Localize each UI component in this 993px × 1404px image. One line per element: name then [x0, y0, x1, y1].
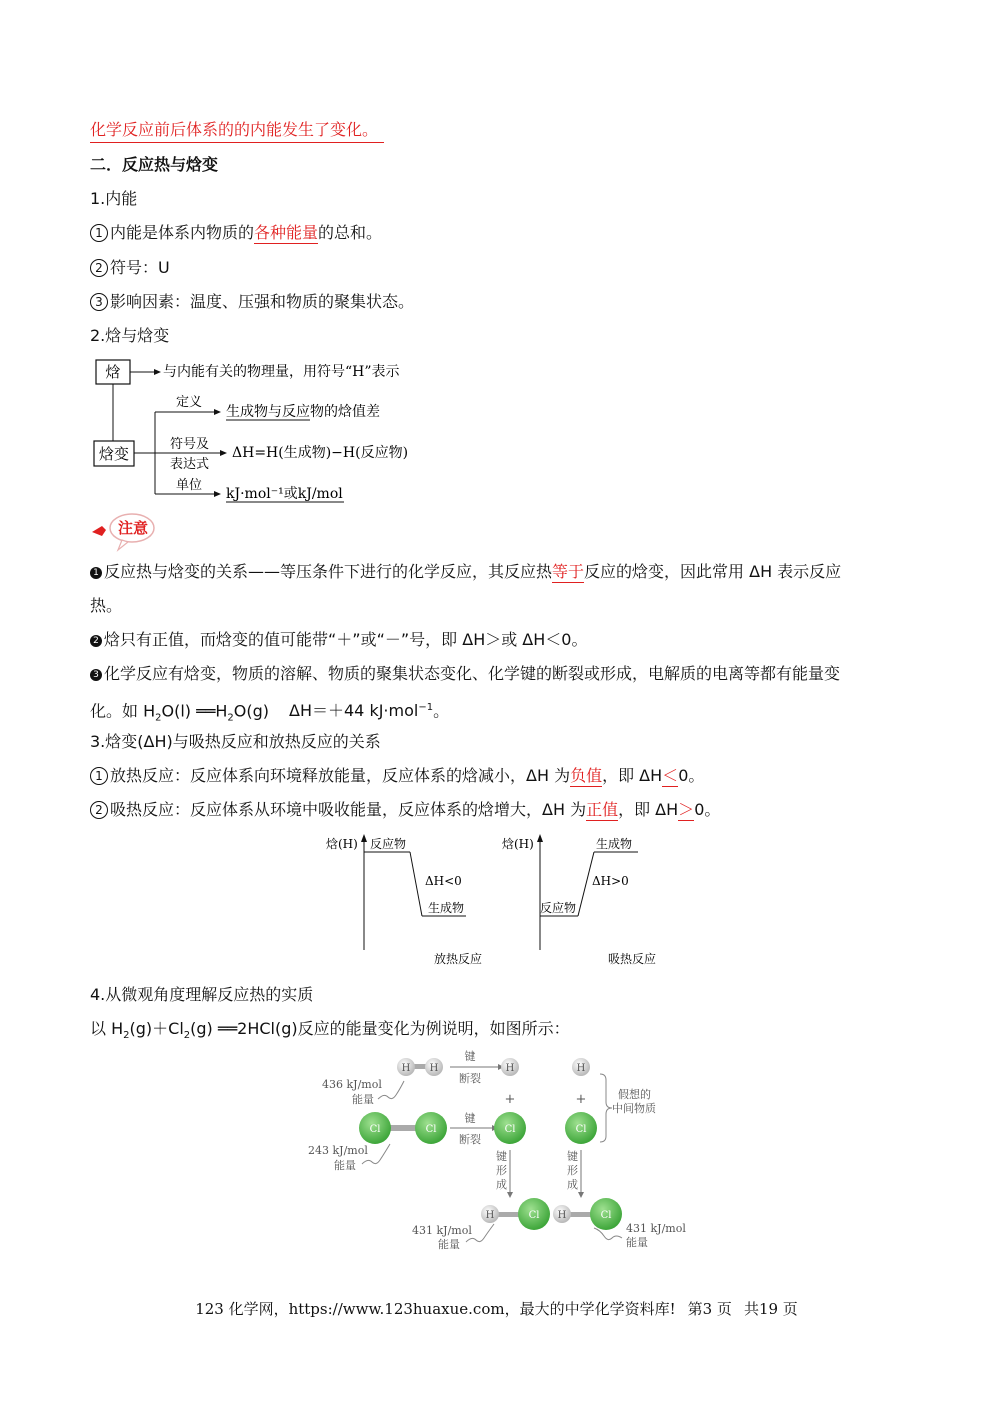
energy-clcl: 243 kJ/mol [308, 1144, 368, 1157]
note-3: 3 化学反应有焓变，物质的溶解、物质的聚集状态变化、化学键的断裂或形成，电解质的电离等都有能量变 [90, 662, 840, 686]
intro-line: 化学反应前后体系的的内能发生了变化。 [90, 118, 384, 143]
svg-text:成: 成 [567, 1178, 578, 1191]
enthalpy-concept-diagram [90, 356, 450, 504]
endothermic-diagram [501, 834, 656, 966]
circled-number: 3 [90, 293, 108, 311]
svg-text:H: H [429, 1063, 439, 1074]
delta-h-label: ΔH>0 [592, 874, 629, 888]
heading-enthalpy: 2.焓与焓变 [90, 326, 170, 345]
note-badge [88, 512, 158, 546]
note-1: 1 反应热与焓变的关系——等压条件下进行的化学反应，其反应热等于反应的焓变，因此常用 ΔH 表示反应 [90, 560, 841, 584]
energy-hcl-left: 431 kJ/mol [412, 1224, 472, 1237]
svg-text:形: 形 [567, 1164, 578, 1177]
products-label: 生成物 [596, 837, 633, 851]
svg-text:+: + [575, 1092, 587, 1107]
svg-text:能量: 能量 [334, 1159, 356, 1172]
svg-text:H: H [576, 1063, 586, 1074]
item-endothermic: 2 吸热反应：反应体系从环境中吸收能量，反应体系的焓增大，ΔH 为正值，即 ΔH＞0。 [90, 798, 720, 822]
answer-blank: ＜ [662, 766, 679, 785]
y-axis-label: 焓(H) [502, 837, 534, 851]
circled-number: 1 [90, 224, 108, 242]
svg-text:H: H [401, 1063, 411, 1074]
reactants-label: 反应物 [540, 901, 577, 915]
enthalpy-description: 与内能有关的物理量，用符号“H”表示 [163, 364, 400, 380]
caption-exothermic: 放热反应 [434, 952, 483, 966]
delta-h-label: ΔH<0 [425, 874, 462, 888]
energy-hcl-right: 431 kJ/mol [626, 1222, 686, 1235]
answer-blank: 等于 [552, 562, 585, 581]
answer-blank: ＞ [678, 800, 695, 819]
note-2: 2 焓只有正值，而焓变的值可能带“＋”或“－”号，即 ΔH＞或 ΔH＜0。 [90, 628, 587, 652]
svg-text:假想的: 假想的 [618, 1088, 651, 1101]
circled-number: 2 [90, 259, 108, 277]
svg-text:Cl: Cl [504, 1124, 516, 1135]
label-enthalpy-change: 焓变 [98, 445, 130, 463]
section-title: 二．反应热与焓变 [90, 155, 219, 174]
svg-text:Cl: Cl [600, 1210, 612, 1221]
svg-text:断裂: 断裂 [459, 1133, 481, 1146]
circled-number: 1 [90, 767, 108, 785]
answer-blank: 各种能量 [254, 223, 319, 242]
svg-text:Cl: Cl [425, 1124, 437, 1135]
bullet-2: 2 [90, 635, 102, 647]
svg-text:Cl: Cl [528, 1210, 540, 1221]
item-symbol: 2 符号：U [90, 256, 170, 280]
svg-text:键: 键 [464, 1112, 476, 1125]
svg-text:+: + [504, 1092, 516, 1107]
unit-text: kJ·mol⁻¹或kJ/mol [226, 486, 343, 502]
expression-text: ΔH=H(生成物)−H(反应物) [232, 445, 409, 461]
svg-text:H: H [485, 1210, 495, 1221]
products-label: 生成物 [428, 901, 465, 915]
label-definition: 定义 [176, 395, 203, 410]
label-symbol-1: 符号及 [170, 437, 210, 452]
pointing-hand-icon [92, 526, 106, 536]
svg-text:键: 键 [464, 1050, 476, 1063]
svg-text:Cl: Cl [575, 1124, 587, 1135]
svg-text:形: 形 [496, 1164, 507, 1177]
heading-internal-energy: 1.内能 [90, 189, 138, 208]
y-axis-label: 焓(H) [326, 837, 358, 851]
label-symbol-2: 表达式 [170, 457, 210, 472]
svg-text:中间物质: 中间物质 [612, 1102, 656, 1115]
footer-page: 第3 页 [687, 1300, 732, 1318]
bullet-3: 3 [90, 669, 102, 681]
footer-total: 共19 页 [743, 1300, 798, 1318]
note-3-cont: 化。如 $H_2O(l)$ $══H_2O(g)$ ΔH＝＋44 kJ·mol$^{-1}$。 [90, 701, 450, 724]
svg-text:H: H [557, 1210, 567, 1221]
svg-text:键: 键 [567, 1150, 578, 1163]
svg-text:Cl: Cl [369, 1124, 381, 1135]
answer-blank: 正值 [586, 800, 619, 819]
exothermic-diagram [325, 834, 482, 966]
circled-number: 2 [90, 801, 108, 819]
page-footer [0, 1298, 993, 1319]
definition-text: 生成物与反应物的焓值差 [226, 404, 380, 420]
reactants-label: 反应物 [370, 837, 407, 851]
footer-site: 123 化学网，https://www.123huaxue.com，最大的中学化学资料库! [195, 1300, 676, 1318]
svg-text:断裂: 断裂 [459, 1072, 481, 1085]
svg-text:能量: 能量 [352, 1093, 374, 1106]
bullet-1: 1 [90, 567, 102, 579]
item-exothermic: 1 放热反应：反应体系向环境释放能量，反应体系的焓减小，ΔH 为负值，即 ΔH＜0。 [90, 764, 704, 788]
item-internal-energy-def: 1 内能是体系内物质的各种能量的总和。 [90, 221, 382, 245]
svg-text:能量: 能量 [438, 1238, 460, 1251]
note-badge-label: 注意 [118, 519, 149, 537]
example-lead: 以 $H_2(g)+Cl_2(g)$ ══2HCl(g)反应的能量变化为例说明，如图所示： [90, 1019, 570, 1042]
note-1-cont: 热。 [90, 596, 123, 615]
bond-energy-figure [300, 1046, 690, 1256]
svg-text:H: H [505, 1063, 515, 1074]
caption-endothermic: 吸热反应 [608, 952, 657, 966]
energy-profile-diagrams [322, 830, 682, 970]
svg-text:成: 成 [496, 1178, 507, 1191]
svg-text:键: 键 [496, 1150, 507, 1163]
energy-hh: 436 kJ/mol [322, 1078, 382, 1091]
label-enthalpy: 焓 [105, 363, 121, 381]
answer-blank: 负值 [570, 766, 603, 785]
heading-relationship: 3.焓变(ΔH)与吸热反应和放热反应的关系 [90, 732, 381, 751]
heading-microscopic: 4.从微观角度理解反应热的实质 [90, 985, 314, 1004]
svg-text:能量: 能量 [626, 1236, 648, 1249]
label-unit: 单位 [176, 478, 203, 493]
item-factors: 3 影响因素：温度、压强和物质的聚集状态。 [90, 290, 414, 314]
